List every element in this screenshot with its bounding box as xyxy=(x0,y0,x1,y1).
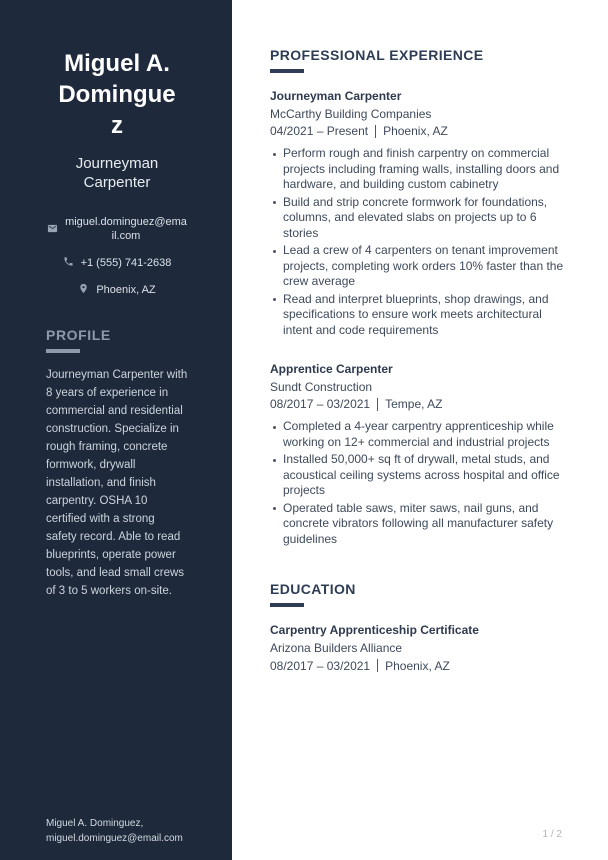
education-location: Phoenix, AZ xyxy=(385,658,450,673)
contact-list xyxy=(46,216,188,298)
education-heading-underline xyxy=(270,603,304,607)
experience-section xyxy=(270,47,570,547)
contact-location-row xyxy=(78,283,155,297)
job-title: Apprentice Carpenter xyxy=(270,362,393,377)
profile-text: Journeyman Carpenter with 8 years of experience in commercial and residential construction. Specialize in rough framing, concrete formwork, drywall installation, and finish carpentry. OSHA 10 certified with a strong safety record. Able to read blueprints, operate power tools, and lead small crews of 3 to 5 workers on-site. xyxy=(46,369,188,597)
bullet-item: Completed a 4-year carpentry apprenticeship while working on 12+ commercial and industrial projects xyxy=(270,419,570,450)
bullet-item: Build and strip concrete formwork for foundations, columns, and elevated slabs on projects up to 6 stories xyxy=(270,195,570,242)
contact-email-row[interactable] xyxy=(47,216,188,244)
location-pin-icon xyxy=(78,283,89,297)
job-bullet-list xyxy=(270,146,570,338)
profile-heading-underline xyxy=(46,349,80,353)
meta-divider xyxy=(375,125,376,138)
contact-location-text: Phoenix, AZ xyxy=(96,284,156,297)
contact-email-text: miguel.dominguez@email.com xyxy=(65,215,187,242)
sidebar-footer xyxy=(46,816,188,846)
profile-section xyxy=(46,327,188,600)
education-section xyxy=(270,581,570,672)
meta-divider xyxy=(377,398,378,411)
job-meta xyxy=(270,397,570,411)
job-title: Journeyman Carpenter xyxy=(270,89,402,103)
job-location: Phoenix, AZ xyxy=(383,124,448,139)
education-dates: 08/2017 – 03/2021 xyxy=(270,658,371,673)
job-meta xyxy=(270,124,570,138)
bullet-item: Operated table saws, miter saws, nail guns, and concrete vibrators following all manufacturer safety guidelines xyxy=(270,501,570,548)
phone-icon xyxy=(63,256,74,270)
bullet-item: Installed 50,000+ sq ft of drywall, metal studs, and acoustical ceiling systems across hospital and office projects xyxy=(270,452,570,499)
education-meta xyxy=(270,659,570,673)
job-bullet-list xyxy=(270,419,570,547)
bullet-item: Lead a crew of 4 carpenters on tenant improvement projects, completing work orders 10% faster than the crew average xyxy=(270,243,570,290)
bullet-item: Perform rough and finish carpentry on commercial projects including framing walls, installing doors and hardware, and building custom cabinetry xyxy=(270,146,570,193)
footer-name: Miguel A. Dominguez, xyxy=(46,818,144,829)
education-entry xyxy=(270,623,570,672)
job-dates: 08/2017 – 03/2021 xyxy=(270,397,371,412)
job-company: Sundt Construction xyxy=(270,379,373,394)
bullet-item: Read and interpret blueprints, shop drawings, and specifications to ensure work meets architectural intent and code requirements xyxy=(270,292,570,339)
education-title: Carpentry Apprenticeship Certificate xyxy=(270,623,479,638)
job-dates: 04/2021 – Present xyxy=(270,124,369,139)
candidate-job-title: Journeyman Carpenter xyxy=(75,154,159,191)
footer-email: miguel.dominguez@email.com xyxy=(46,833,183,844)
email-icon xyxy=(47,223,58,237)
profile-heading: PROFILE xyxy=(46,327,111,344)
job-location: Tempe, AZ xyxy=(385,397,443,412)
sidebar xyxy=(0,0,232,860)
job-company: McCarthy Building Companies xyxy=(270,106,432,121)
education-school: Arizona Builders Alliance xyxy=(270,640,403,655)
candidate-name: Miguel A. Dominguez xyxy=(58,50,176,140)
page-number: 1 / 2 xyxy=(542,829,562,840)
education-heading: EDUCATION xyxy=(270,581,356,598)
contact-phone-text: +1 (555) 741-2638 xyxy=(80,257,172,270)
experience-heading: PROFESSIONAL EXPERIENCE xyxy=(270,47,484,63)
experience-heading-underline xyxy=(270,69,304,73)
job-entry-apprentice xyxy=(270,362,570,547)
main-content xyxy=(232,0,608,860)
meta-divider xyxy=(377,659,378,672)
job-entry-journeyman xyxy=(270,89,570,338)
contact-phone-row[interactable] xyxy=(63,256,172,270)
